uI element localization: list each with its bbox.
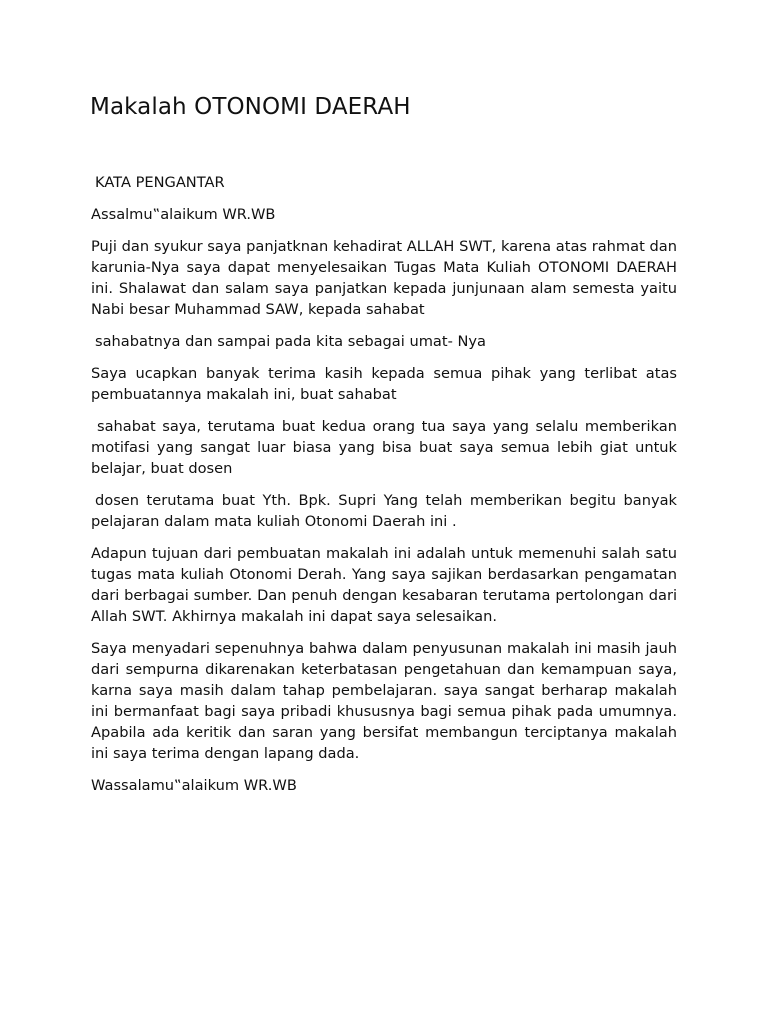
document-body xyxy=(91,172,677,807)
body-paragraph: Adapun tujuan dari pembuatan makalah ini adalah untuk memenuhi salah satu tugas mata kuliah Otonomi Derah. Yang saya sajikan berdasarkan pengamatan dari berbagai sumber. Dan penuh dengan kesabaran terutama pertolongan dari Allah SWT. Akhirnya makalah ini dapat saya selesaikan. xyxy=(91,545,677,625)
body-paragraph: sahabat saya, terutama buat kedua orang tua saya yang selalu memberikan motifasi yang sangat luar biasa yang bisa buat saya semua lebih giat untuk belajar, buat dosen xyxy=(91,418,677,477)
closing-paragraph: Wassalamu‟alaikum WR.WB xyxy=(91,777,297,794)
section-heading: KATA PENGANTAR xyxy=(95,174,225,191)
body-paragraph: sahabatnya dan sampai pada kita sebagai umat- Nya xyxy=(95,333,486,350)
greeting-paragraph: Assalmu‟alaikum WR.WB xyxy=(91,206,276,223)
document-title: Makalah OTONOMI DAERAH xyxy=(90,94,411,120)
body-paragraph: dosen terutama buat Yth. Bpk. Supri Yang telah memberikan begitu banyak pelajaran dalam mata kuliah Otonomi Daerah ini . xyxy=(91,492,677,530)
body-paragraph: Puji dan syukur saya panjatknan kehadirat ALLAH SWT, karena atas rahmat dan karunia-Nya saya dapat menyelesaikan Tugas Mata Kuliah OTONOMI DAERAH ini. Shalawat dan salam saya panjatkan kepada junjunaan alam semesta yaitu Nabi besar Muhammad SAW, kepada sahabat xyxy=(91,238,677,318)
body-paragraph: Saya menyadari sepenuhnya bahwa dalam penyusunan makalah ini masih jauh dari sempurna dikarenakan keterbatasan pengetahuan dan kemampuan saya, karna saya masih dalam tahap pembelajaran. saya sangat berharap makalah ini bermanfaat bagi saya pribadi khususnya bagi semua pihak pada umumnya. Apabila ada keritik dan saran yang bersifat membangun terciptanya makalah ini saya terima dengan lapang dada. xyxy=(91,640,677,762)
body-paragraph: Saya ucapkan banyak terima kasih kepada semua pihak yang terlibat atas pembuatannya makalah ini, buat sahabat xyxy=(91,365,677,403)
